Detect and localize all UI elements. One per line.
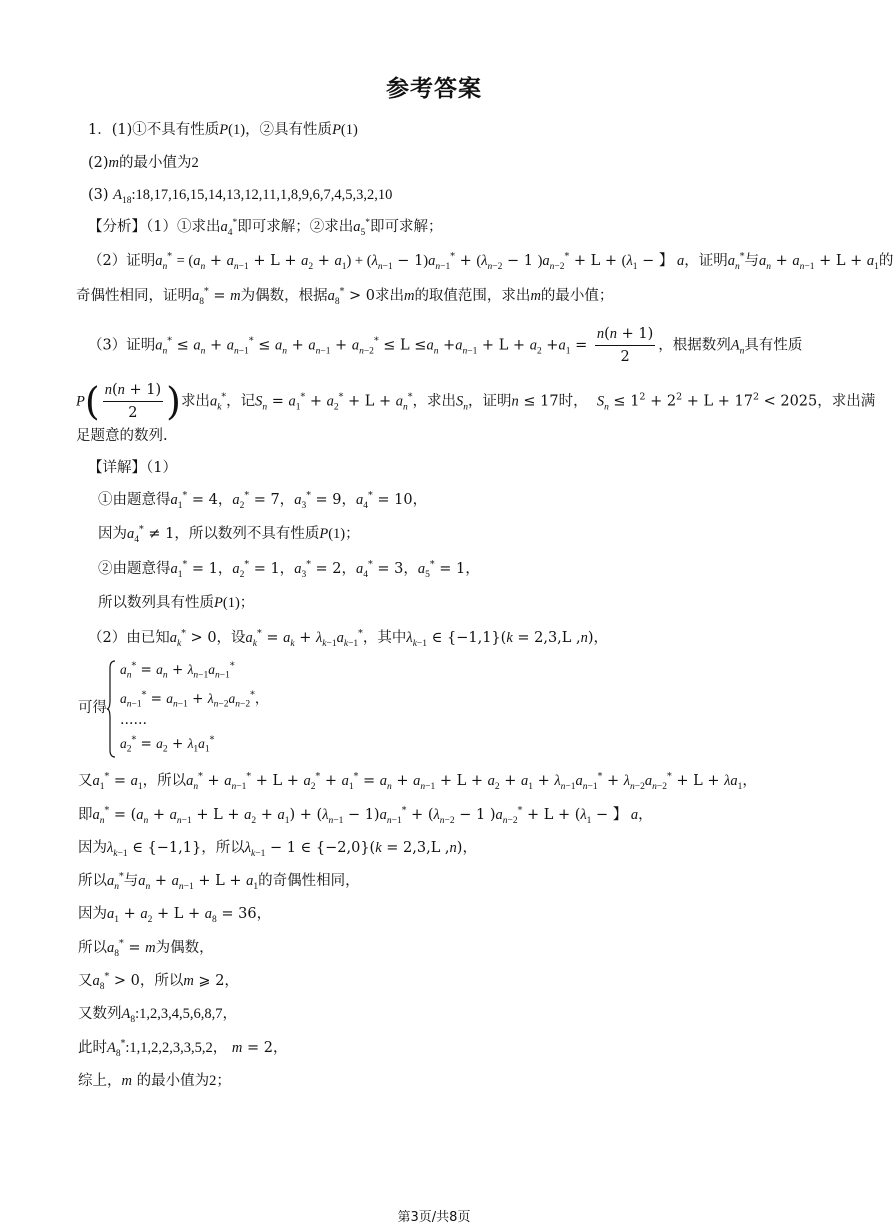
analysis-line-3: 奇偶性相同，证明$a_8^* = m$为偶数，根据$a_8^* > 0$求出m的取值范围，求出m的最小值； <box>76 286 614 307</box>
detail-heading: 【详解】（1） <box>88 460 177 476</box>
detail-2-line-7: 所以$a_8^* = m$为偶数， <box>78 938 214 959</box>
page-title: 参考答案 <box>386 76 482 102</box>
detail-1-line-4: 所以数列具有性质P(1)； <box>98 595 255 611</box>
detail-1-line-1: ①由题意得$a_1^* = 4$，$a_2^* = 7$，$a_3^* = 9$，$a_4^* = 10$， <box>98 490 428 511</box>
detail-2-line-3: 即$a_n^* = (a_n + a_{n-1} + L + a_2 + a_1) + (\lambda_{n-1} - 1)a_{n-1}^* + (\lambda_{n-2} - 1$ )$a_{n-2}^* + L + (\lambda_1$ − 】 a， <box>78 805 653 826</box>
system-row-1: $a_n^* = a_n + \lambda_{n-1}a_{n-1}^*$ <box>120 660 235 681</box>
detail-2-line-1: （2）由已知$a_k^* > 0$，设$a_k^* = a_k + \lambda_{k-1}a_{k-1}^*$，其中$\lambda_{k-1}$ ∈ {−1,1}(k = 2,3,L ,n)， <box>88 628 609 649</box>
answer-1-part-3: (3) $A_{18}:18,17,16,15,14,13,12,11,1,8,9,6,7,4,5,3,2,10$ <box>88 187 393 206</box>
detail-2-line-10: 此时$A_8^*:1,1,2,2,3,3,5,2$， m = 2， <box>78 1038 288 1059</box>
analysis-line-2: （2）证明$a_n^* = (a_n + a_{n-1} + L + a_2 + a_1) + (\lambda_{n-1} - 1)a_{n-1}^* + (\lambda_{n-2} - 1$ )$a_{n-2}^* + L + (\lambda_1$ − 】 a，证明$a_n^*$与$a_n + a_{n-1} + L + a_1$的 <box>88 251 893 272</box>
detail-2-line-9: 又数列$A_8:1,2,3,4,5,6,8,7$， <box>78 1006 238 1025</box>
analysis-line-5: P( $\frac{n(n + 1)}{2}$ )求出$a_k^*$，记$S_n = a_1^* + a_2^* + L + a_n^*$，求出$S_n$，证明n ≤ 17时， $S_n \le 1^2 + 2^2 + L + 17^2 < 2025$，求出满 <box>76 379 876 424</box>
system-row-3: …… <box>120 712 147 728</box>
detail-2-line-4: 因为$\lambda_{k-1}$ ∈ {−1,1}，所以$\lambda_{k-1} - 1$ ∈ {−2,0}(k = 2,3,L ,n)， <box>78 840 477 859</box>
analysis-line-6: 足题意的数列. <box>76 428 168 444</box>
page-footer: 第3页/共8页 <box>397 1210 471 1225</box>
detail-2-line-2: 又$a_1^* = a_1$，所以$a_n^* + a_{n-1}^* + L + a_2^* + a_1^* = a_n + a_{n-1} + L + a_2 + a_1 + \lambda_{n-1}a_{n-1}^* + \lambda_{n-2}a_{n-2}^* + L + \lambda a_1$， <box>78 771 757 792</box>
detail-2-line-6: 因为$a_1 + a_2 + L + a_8 = 36$， <box>78 906 272 925</box>
system-row-4: $a_2^* = a_2 + \lambda_1a_1^*$ <box>120 734 215 755</box>
detail-2-line-11: 综上，m 的最小值为2； <box>78 1073 231 1089</box>
answer-1-part-1: 1．(1)①不具有性质P(1)，②具有性质P(1) <box>88 122 358 138</box>
analysis-line-1: 【分析】（1）①求出$a_4^*$即可求解；②求出$a_5^*$即可求解； <box>88 218 443 238</box>
detail-2-line-8: 又$a_8^* > 0$，所以m ⩾ 2， <box>78 971 239 992</box>
detail-1-line-2: 因为$a_4^* \ne 1$，所以数列不具有性质P(1)； <box>98 524 360 545</box>
left-brace <box>106 660 116 758</box>
answer-1-part-2: (2)m的最小值为2 <box>88 155 199 171</box>
kede-label: 可得 <box>78 700 107 716</box>
equation-system <box>106 660 286 760</box>
analysis-line-4: （3）证明$a_n^* \le a_n + a_{n-1}^* \le a_n + a_{n-1} + a_{n-2}^* \le L \le a_n +a_{n-1} + L + a_2 +a_1$ = $\frac{n(n + 1)}{2}$ ，根据数列$A_n$具有性质 <box>88 326 803 365</box>
detail-1-line-3: ②由题意得$a_1^* = 1$，$a_2^* = 1$，$a_3^* = 2$，$a_4^* = 3$，$a_5^* = 1$， <box>98 559 480 580</box>
detail-2-line-5: 所以$a_n^*$与$a_n + a_{n-1} + L + a_1$的奇偶性相同， <box>78 871 360 892</box>
system-row-2: $a_{n-1}^* = a_{n-1} + \lambda_{n-2}a_{n-2}^*$， <box>120 689 269 710</box>
